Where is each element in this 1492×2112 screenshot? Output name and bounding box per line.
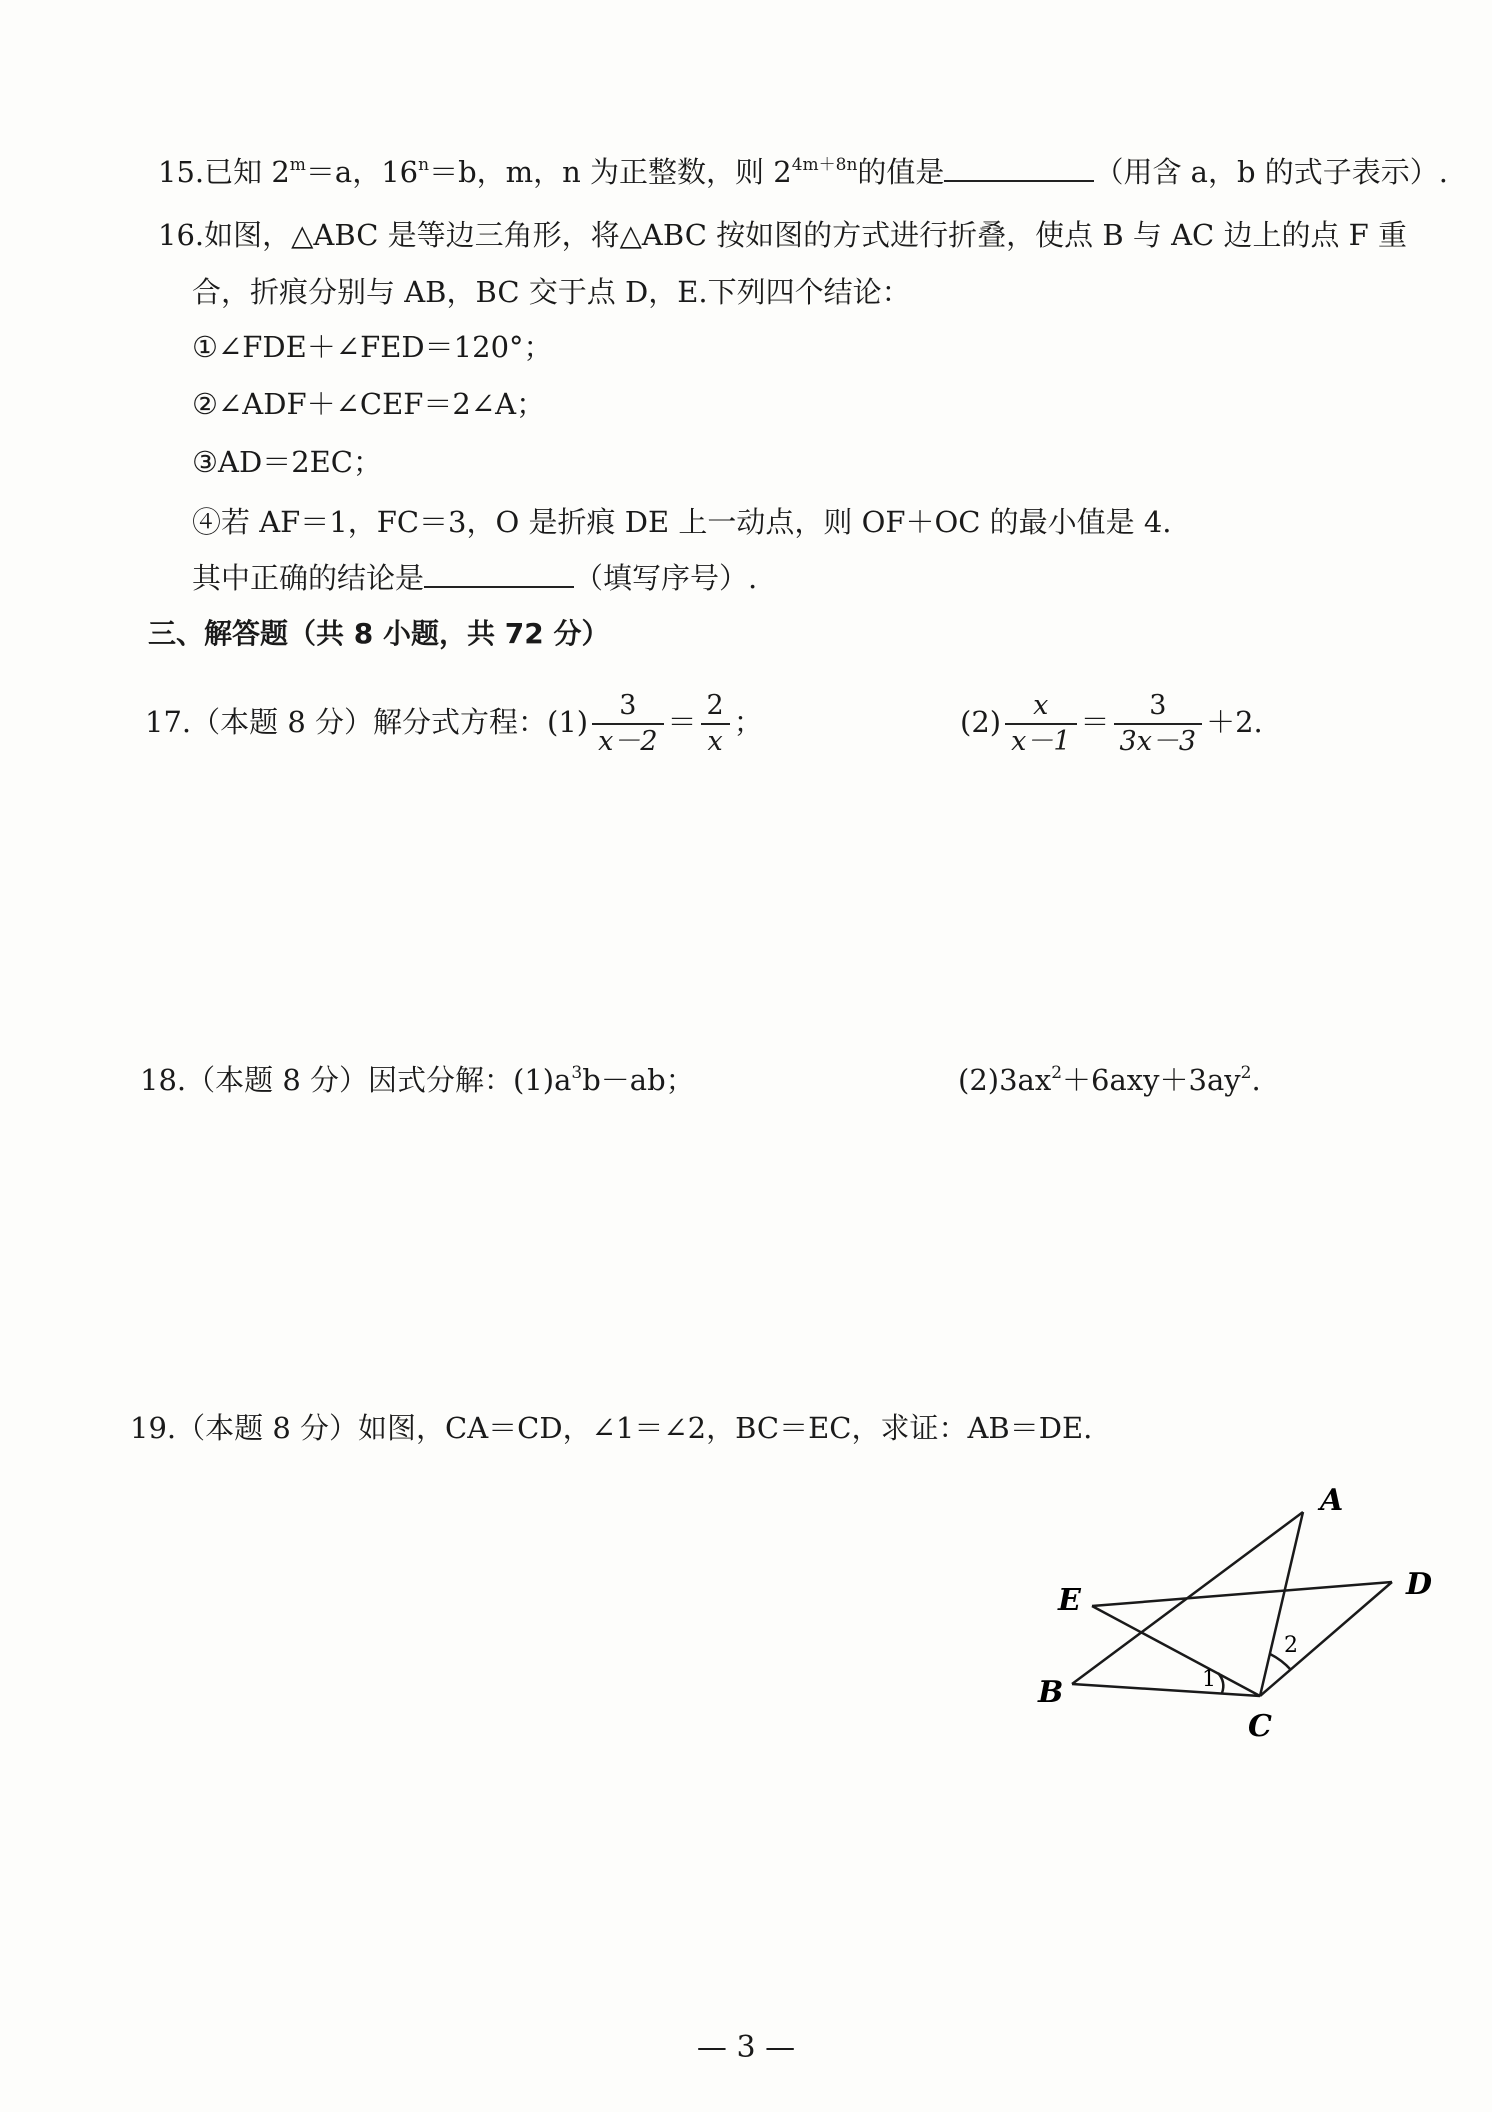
q15-part1: ＝a，16 (305, 155, 419, 189)
q17-part1: 17.（本题 8 分）解分式方程：(1) $\frac{3}{x-2}$ ＝ $\frac{2}{x}$ ； (145, 690, 763, 757)
q15-part2: ＝b，m，n 为正整数，则 2 (429, 155, 792, 189)
q15-part3: 的值是 (857, 155, 945, 189)
q15-exponent-4m8n: 4m＋8n (791, 155, 858, 175)
segment-bc (1072, 1684, 1260, 1696)
q17-part2: (2) $\frac{x}{x-1}$ ＝ $\frac{3}{3x-3}$ ＋2. (960, 690, 1263, 757)
q17-fraction-4: $\frac{3}{3x-3}$ (1114, 689, 1203, 759)
label-d: D (1406, 1567, 1433, 1602)
q17-fraction-3: $\frac{x}{x-1}$ (1005, 689, 1076, 759)
q16-ask-tail: （填写序号）. (574, 561, 758, 595)
q18-part2: $(2)3ax^2+6axy+3ay^2$. (958, 1063, 1261, 1097)
q16-ask-lead: 其中正确的结论是 (192, 561, 425, 595)
label-a: A (1320, 1483, 1344, 1518)
q16-conclusion-4: ④若 AF＝1，FC＝3，O 是折痕 DE 上一动点，则 OF＋OC 的最小值是 4. (192, 505, 1172, 539)
section-3-heading: 三、解答题（共 8 小题，共 72 分） (148, 617, 610, 650)
angle-2-label: 2 (1284, 1633, 1298, 1658)
question-19: 19.（本题 8 分）如图，CA＝CD，∠1＝∠2，BC＝EC，求证：AB＝DE. (130, 1411, 1093, 1445)
q16-conclusion-2: ②∠ADF＋∠CEF＝2∠A； (192, 387, 546, 421)
label-e: E (1058, 1583, 1081, 1618)
q16-ask (192, 558, 757, 598)
q17-fraction-2: $\frac{2}{x}$ (701, 689, 730, 759)
q19-geometry-figure (1030, 1470, 1450, 1750)
q16-line2: 合，折痕分别与 AB，BC 交于点 D，E.下列四个结论： (192, 275, 911, 309)
angle-1-label: 1 (1202, 1667, 1216, 1692)
q15-answer-blank[interactable] (944, 180, 1094, 182)
page-number: — 3 — (696, 2030, 796, 2065)
q15-exponent-n: n (418, 155, 430, 175)
label-b: B (1038, 1675, 1064, 1710)
q16-conclusion-3: ③AD＝2EC； (192, 445, 383, 479)
q18-part1: 18.（本题 8 分）因式分解：$(1)a^3b-ab$； (140, 1063, 695, 1097)
q17-fraction-1: $\frac{3}{x-2}$ (592, 689, 663, 759)
q15-tail: （用含 a，b 的式子表示）. (1094, 155, 1448, 189)
q15-lead: 15.已知 2 (158, 155, 290, 189)
q16-line1: 16.如图，△ABC 是等边三角形，将△ABC 按如图的方式进行折叠，使点 B 与 AC 边上的点 F 重 (158, 218, 1407, 252)
q16-answer-blank[interactable] (424, 586, 574, 588)
q16-conclusion-1: ①∠FDE＋∠FED＝120°； (192, 330, 553, 364)
q17-lead: 17.（本题 8 分）解分式方程：(1) (145, 705, 589, 739)
segment-ed (1092, 1582, 1392, 1606)
label-c: C (1248, 1709, 1272, 1744)
q15-exponent-m: m (289, 155, 306, 175)
question-15 (158, 152, 1448, 192)
segment-cd (1260, 1582, 1392, 1696)
